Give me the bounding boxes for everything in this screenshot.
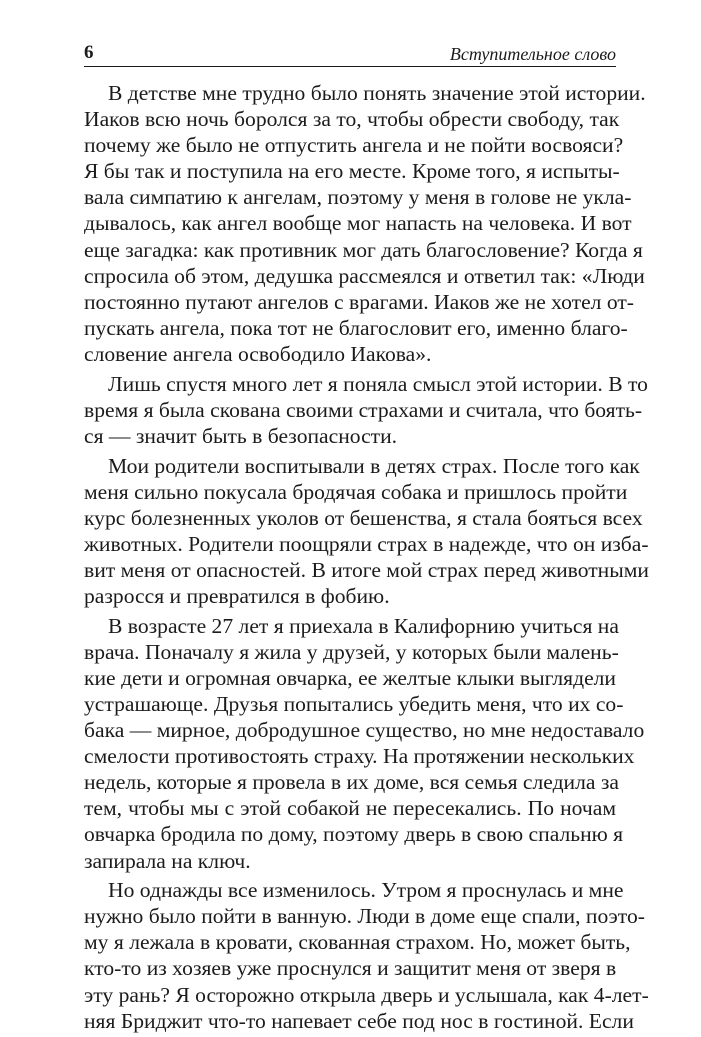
text-line: еще загадка: как противник мог дать благословение? Когда я [84, 237, 643, 262]
text-line: Я бы так и поступила на его месте. Кроме того, я испыты- [84, 159, 620, 184]
text-line: няя Бриджит что-то напевает себе под нос в гостиной. Если [84, 1008, 634, 1033]
text-line: спросила об этом, дедушка рассмеялся и ответил так: «Люди [84, 263, 645, 288]
text-line: Иаков всю ночь боролся за то, чтобы обрести свободу, так [84, 107, 620, 132]
paragraph [84, 371, 648, 449]
text-line: врача. Поначалу я жила у друзей, у которых были малень- [84, 639, 619, 664]
text-line: животных. Родители поощряли страх в надежде, что он изба- [84, 531, 649, 556]
paragraph [84, 613, 645, 874]
text-line: почему же было не отпустить ангела и не пойти восвояси? [84, 133, 624, 158]
text-line: меня сильно покусала бродячая собака и пришлось пройти [84, 479, 628, 504]
page-header [84, 38, 616, 68]
text-line: пускать ангела, пока тот не благословит его, именно благо- [84, 315, 628, 340]
text-line: В возрасте 27 лет я приехала в Калифорнию учиться на [108, 613, 619, 638]
text-line: вит меня от опасностей. В итоге мой страх перед животными [84, 557, 649, 582]
paragraph [84, 453, 649, 610]
text-line: курс болезненных уколов от бешенства, я стала бояться всех [84, 505, 643, 530]
text-line: кие дети и огромная овчарка, ее желтые клыки выглядели [84, 665, 616, 690]
text-line: овчарка бродила по дому, поэтому дверь в свою спальню я [84, 822, 624, 847]
text-line: запирала на ключ. [84, 848, 251, 873]
text-line: тем, чтобы мы с этой собакой не пересекались. По ночам [84, 796, 616, 821]
running-title: Вступительное слово [449, 44, 616, 64]
text-line: Но однажды все изменилось. Утром я проснулась и мне [108, 878, 624, 903]
text-line: Мои родители воспитывали в детях страх. После того как [108, 453, 640, 478]
text-line: словение ангела освободило Иакова». [84, 341, 432, 366]
text-line: В детстве мне трудно было понять значение этой истории. [108, 81, 646, 105]
text-line: нужно было пойти в ванную. Люди в доме еще спали, поэто- [84, 904, 645, 929]
text-line: недель, которые я провела в их доме, вся семья следила за [84, 770, 619, 795]
text-line: кто-то из хозяев уже проснулся и защитит меня от зверя в [84, 956, 617, 981]
text-line: дывалось, как ангел вообще мог напасть на человека. И вот [84, 211, 632, 236]
text-line: вала симпатию к ангелам, поэтому у меня в голове не укла- [84, 185, 632, 210]
text-line: смелости противостоять страху. На протяжении нескольких [84, 744, 635, 769]
text-line: постоянно путают ангелов с врагами. Иаков же не хотел от- [84, 289, 634, 314]
page-number: 6 [84, 42, 94, 63]
text-line: му я лежала в кровати, скованная страхом. Но, может быть, [84, 930, 631, 955]
text-line: разросся и превратился в фобию. [84, 583, 390, 608]
body-text [84, 80, 649, 1037]
text-line: время я была скована своими страхами и считала, что боять- [84, 397, 643, 422]
paragraph [84, 877, 649, 1034]
text-line: Лишь спустя много лет я поняла смысл этой истории. В то [108, 371, 648, 396]
text-line: эту рань? Я осторожно открыла дверь и услышала, как 4-лет- [84, 982, 649, 1007]
paragraph [84, 80, 646, 367]
text-line: устрашающе. Друзья попытались убедить меня, что их со- [84, 691, 624, 716]
text-line: ся — значит быть в безопасности. [84, 423, 398, 448]
header-rule [84, 66, 616, 67]
text-line: бака — мирное, добродушное существо, но мне недоставало [84, 718, 645, 743]
